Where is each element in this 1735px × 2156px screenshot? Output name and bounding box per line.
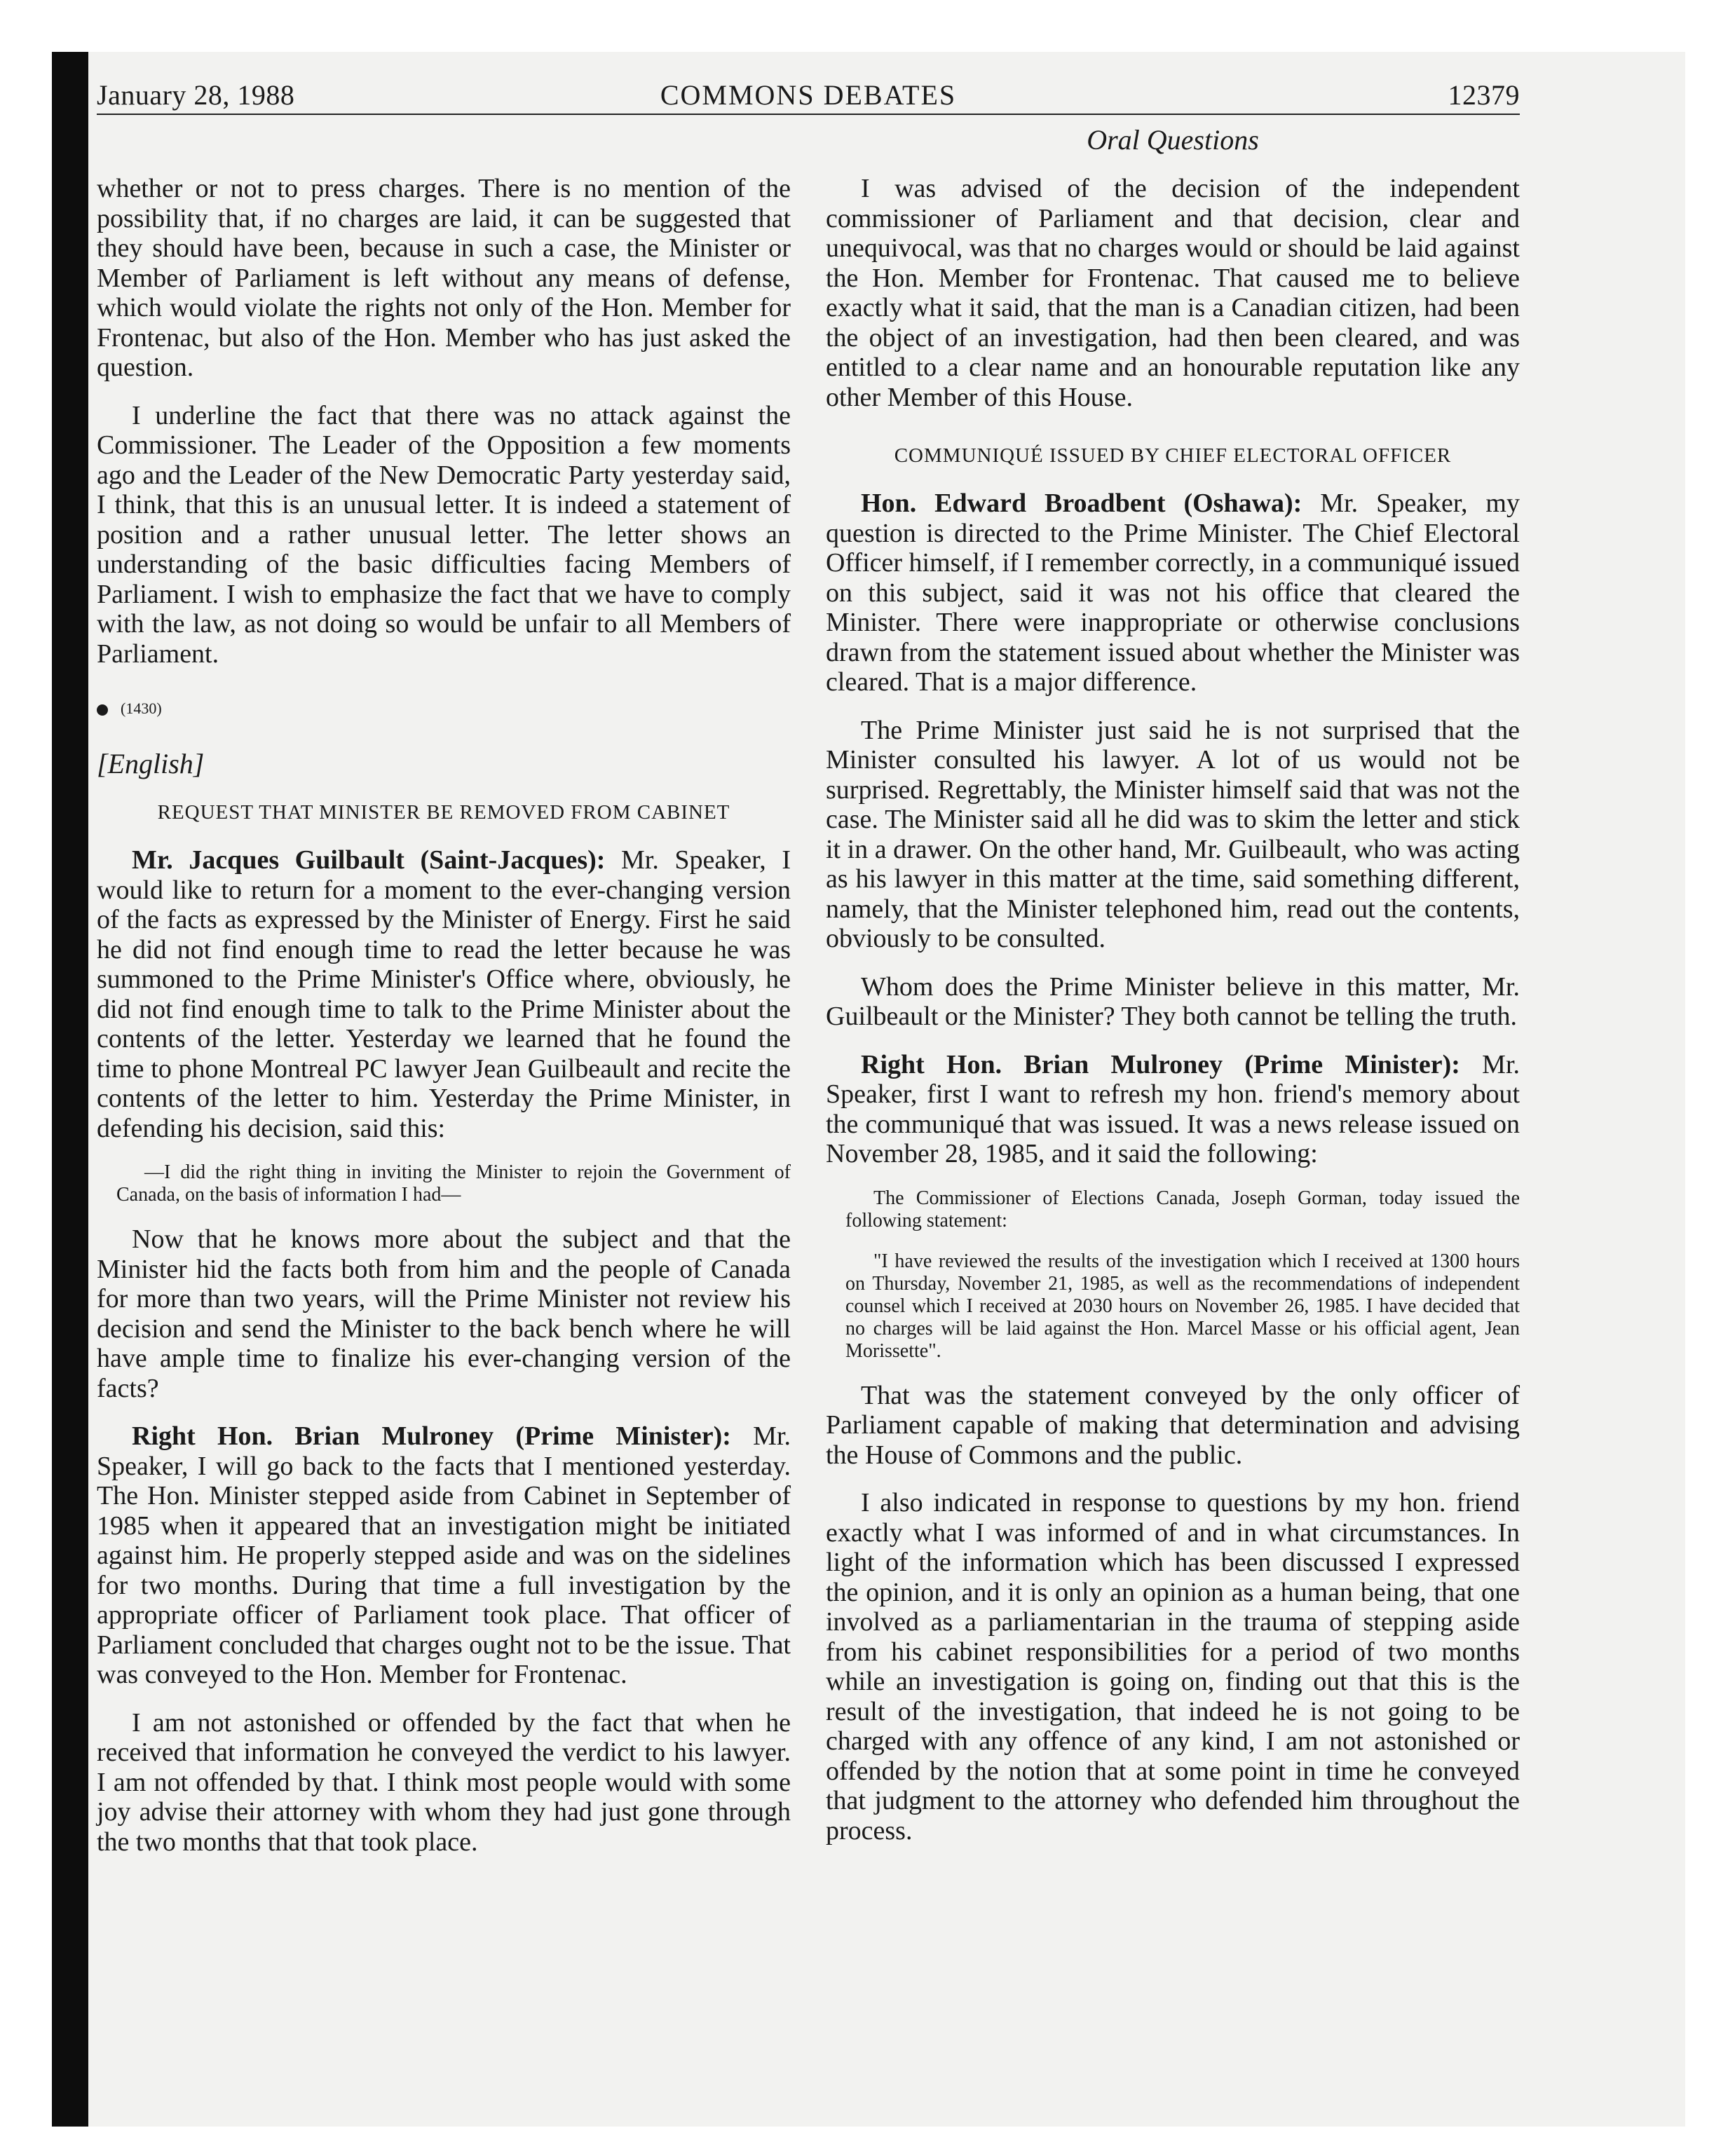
header-page-number: 12379 [1448, 79, 1520, 111]
header-date: January 28, 1988 [97, 79, 295, 111]
language-marker: [English] [97, 748, 205, 779]
paragraph [97, 845, 791, 1143]
quotation: "I have reviewed the results of the investigation which I received at 1300 hours on Thursday, November 21, 1985, as well as the recommendations of independent counsel which I received at 2030 hours on November 26, 1985. I have decided that no charges will be laid against the Hon. Marcel Masse or his official agent, Jean Morissette". [845, 1250, 1520, 1362]
speech-text: Mr. Speaker, first I want to refresh my hon. friend's memory about the communiqué that was issued. It was a news release issued on November 28, 1985, and it said the following: [826, 1049, 1520, 1168]
paragraph: whether or not to press charges. There is no mention of the possibility that, if no charges are laid, it can be suggested that they should have been, because in such a case, the Minister or Member of Parliament is left without any means of defense, which would violate the rights not only of the Hon. Member for Frontenac, but also of the Hon. Member who has just asked the question. [97, 174, 791, 382]
section-heading: Oral Questions [1087, 124, 1259, 156]
quotation: —I did the right thing in inviting the Minister to rejoin the Government of Canada, on the basis of information I had— [116, 1161, 791, 1206]
paragraph [826, 1050, 1520, 1169]
binding-edge [52, 52, 88, 2127]
paragraph: That was the statement conveyed by the only officer of Parliament capable of making that determination and advising the House of Commons and the public. [826, 1380, 1520, 1470]
subheading: REQUEST THAT MINISTER BE REMOVED FROM CABINET [157, 801, 730, 824]
speech-text: Mr. Speaker, I would like to return for a moment to the ever-changing version of the facts as expressed by the Minister of Energy. First he said he did not find enough time to read the letter because he was summoned to the Prime Minister's Office where, obviously, he did not find enough time to talk to the Prime Minister about the contents of the letter. Yesterday we learned that he found the time to phone Montreal PC lawyer Jean Guilbeault and recite the contents of the letter to him. Yesterday the Prime Minister, in defending his decision, said this: [97, 845, 791, 1143]
paragraph: I am not astonished or offended by the fact that when he received that information he conveyed the verdict to his lawyer. I am not offended by that. I think most people would with some joy advise their attorney with whom they had just gone through the two months that that took place. [97, 1707, 791, 1857]
subheading: COMMUNIQUÉ ISSUED BY CHIEF ELECTORAL OFFICER [894, 444, 1452, 467]
paragraph [826, 489, 1520, 697]
paragraph: I also indicated in response to questions by my hon. friend exactly what I was informed of and in what circumstances. In light of the information which has been discussed I expressed the opinion, and it is only an opinion as a human being, that one involved as a parliamentarian in the trauma of stepping aside from his cabinet responsibilities for a period of two months while an investigation is going on, finding out that this is the result of the investigation, that indeed he is not going to be charged with any offence of any kind, I am not astonished or offended by the notion that at some point in time he conveyed that judgment to the attorney who defended him throughout the process. [826, 1488, 1520, 1845]
speaker-name: Right Hon. Brian Mulroney (Prime Minister): [861, 1049, 1460, 1079]
paragraph: Now that he knows more about the subject and that the Minister hid the facts both from him and the people of Canada for more than two years, will the Prime Minister not review his decision and send the Minister to the back bench where he will have ample time to finalize his ever-changing version of the facts? [97, 1224, 791, 1403]
page-header [97, 79, 1520, 115]
time-marker-text: (1430) [121, 700, 162, 717]
paragraph: The Prime Minister just said he is not surprised that the Minister consulted his lawyer. A lot of us would not be surprised. Regrettably, the Minister himself said that was not the case. The Minister said all he did was to skim the letter and stick it in a drawer. On the other hand, Mr. Guilbeault, who was acting as his lawyer in this matter at the time, said something different, namely, that the Minister telephoned him, read out the contents, obviously to be consulted. [826, 715, 1520, 953]
paragraph [97, 1421, 791, 1690]
paragraph: I underline the fact that there was no attack against the Commissioner. The Leader of the Opposition a few moments ago and the Leader of the New Democratic Party yesterday said, I think, that this is an unusual letter. It is indeed a statement of position and a rather unusual letter. The letter shows an understanding of the basic difficulties facing Members of Parliament. I wish to emphasize the fact that we have to comply with the law, as not doing so would be unfair to all Members of Parliament. [97, 400, 791, 669]
time-marker [97, 700, 791, 718]
speech-text: Mr. Speaker, I will go back to the facts that I mentioned yesterday. The Hon. Minister stepped aside from Cabinet in September of 1985 when it appeared that an investigation might be initiated against him. He properly stepped aside and was on the sidelines for two months. During that time a full investigation by the appropriate officer of Parliament took place. That officer of Parliament concluded that charges ought not to be the issue. That was conveyed to the Hon. Member for Frontenac. [97, 1421, 791, 1689]
right-column [826, 174, 1520, 1864]
quotation: The Commissioner of Elections Canada, Joseph Gorman, today issued the following statement: [845, 1187, 1520, 1231]
bullet-icon [97, 704, 108, 716]
left-column [97, 174, 791, 1875]
header-title: COMMONS DEBATES [660, 79, 957, 111]
paragraph: Whom does the Prime Minister believe in this matter, Mr. Guilbeault or the Minister? They both cannot be telling the truth. [826, 971, 1520, 1031]
speaker-name: Hon. Edward Broadbent (Oshawa): [861, 489, 1302, 518]
paragraph: I was advised of the decision of the independent commissioner of Parliament and that decision, clear and unequivocal, was that no charges would or should be laid against the Hon. Member for Frontenac. That caused me to believe exactly what it said, that the man is a Canadian citizen, had been the object of an investigation, had then been cleared, and was entitled to a clear name and an honourable reputation like any other Member of this House. [826, 174, 1520, 412]
speaker-name: Mr. Jacques Guilbault (Saint-Jacques): [132, 845, 606, 875]
speaker-name: Right Hon. Brian Mulroney (Prime Minister): [132, 1421, 731, 1451]
speech-text: Mr. Speaker, my question is directed to the Prime Minister. The Chief Electoral Officer himself, if I remember correctly, in a communiqué issued on this subject, said it was not his office that cleared the Minister. There were inappropriate or otherwise conclusions drawn from the statement issued about whether the Minister was cleared. That is a major difference. [826, 489, 1520, 697]
header-rule [97, 114, 1520, 115]
